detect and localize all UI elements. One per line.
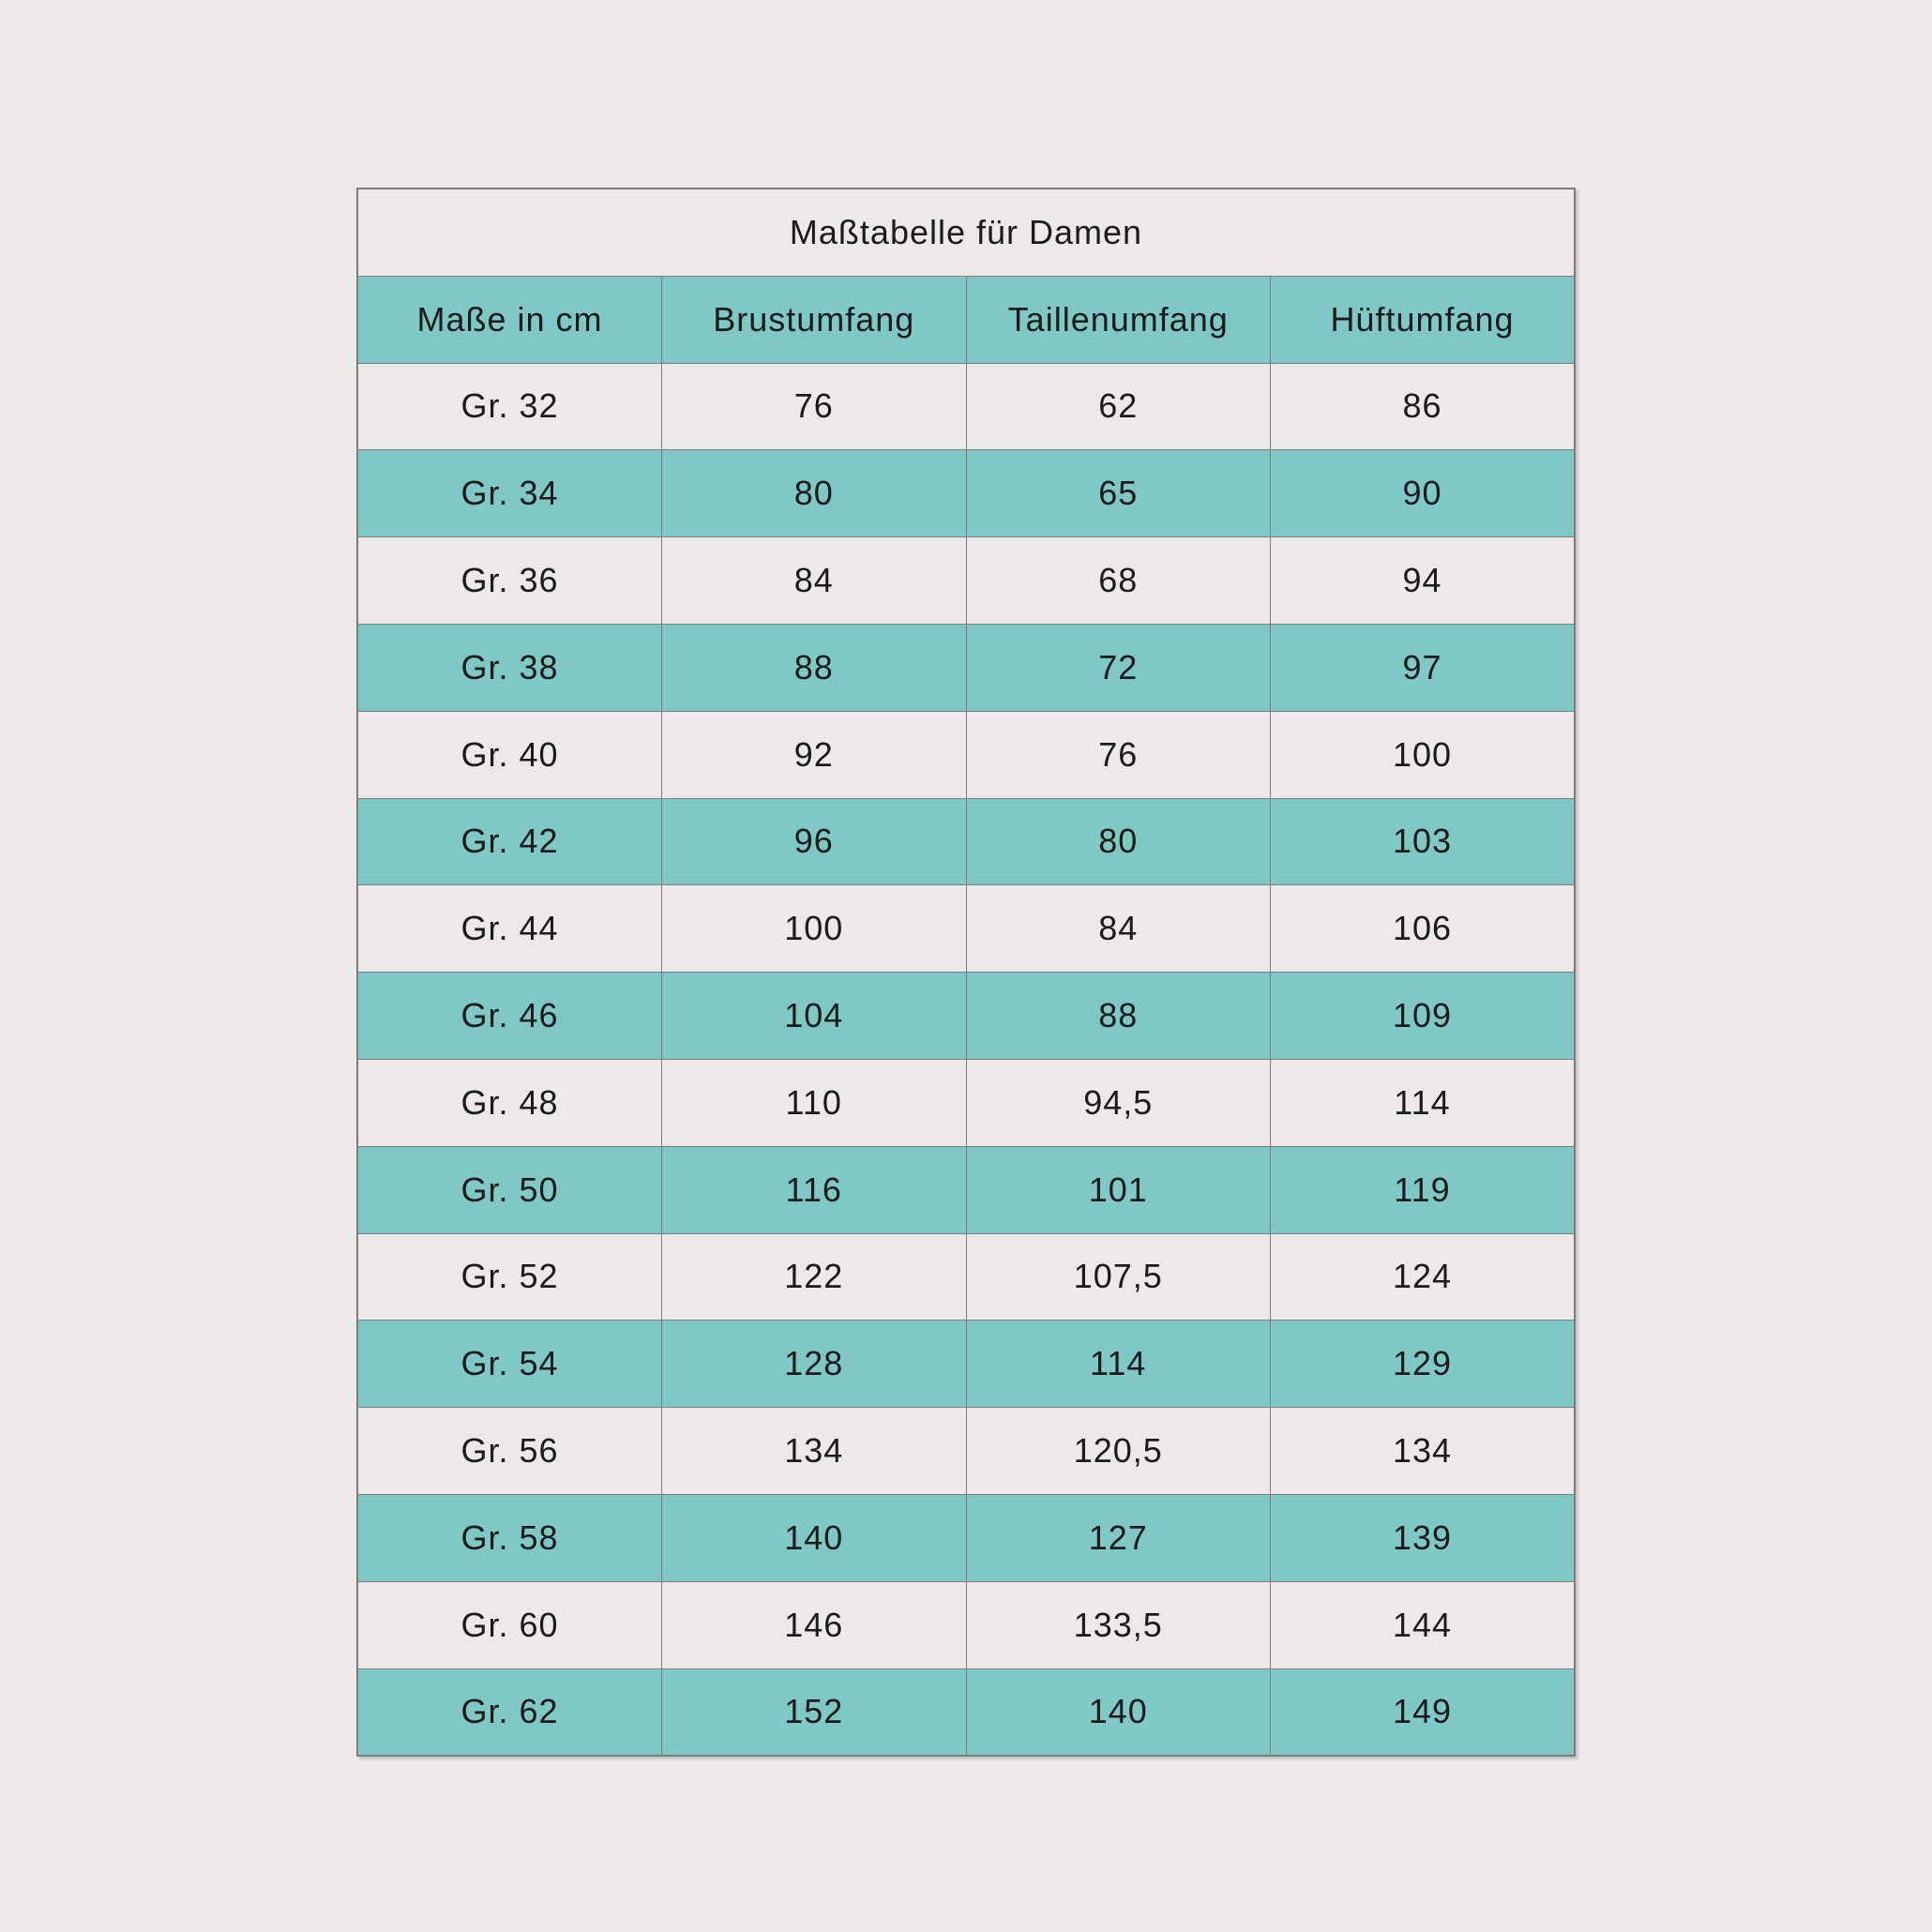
table-row bbox=[357, 1233, 1575, 1321]
bust-cell: 128 bbox=[662, 1321, 967, 1408]
table-row bbox=[357, 1408, 1575, 1495]
hip-cell: 86 bbox=[1271, 363, 1576, 450]
hip-cell: 149 bbox=[1271, 1668, 1576, 1756]
header-row bbox=[357, 276, 1575, 363]
hip-header: Hüftumfang bbox=[1271, 276, 1576, 363]
size-cell: Gr. 40 bbox=[357, 711, 662, 798]
bust-cell: 76 bbox=[662, 363, 967, 450]
table-row bbox=[357, 1059, 1575, 1146]
table-row bbox=[357, 624, 1575, 711]
table-row bbox=[357, 1146, 1575, 1233]
bust-cell: 116 bbox=[662, 1146, 967, 1233]
size-cell: Gr. 32 bbox=[357, 363, 662, 450]
bust-cell: 146 bbox=[662, 1581, 967, 1668]
size-cell: Gr. 56 bbox=[357, 1408, 662, 1495]
size-cell: Gr. 36 bbox=[357, 537, 662, 625]
table-row bbox=[357, 973, 1575, 1060]
waist-cell: 65 bbox=[966, 450, 1271, 537]
waist-cell: 80 bbox=[966, 798, 1271, 885]
waist-cell: 72 bbox=[966, 624, 1271, 711]
size-header: Maße in cm bbox=[357, 276, 662, 363]
size-cell: Gr. 46 bbox=[357, 973, 662, 1060]
hip-cell: 103 bbox=[1271, 798, 1576, 885]
waist-cell: 114 bbox=[966, 1321, 1271, 1408]
hip-cell: 139 bbox=[1271, 1494, 1576, 1581]
waist-cell: 76 bbox=[966, 711, 1271, 798]
table-row bbox=[357, 1668, 1575, 1756]
hip-cell: 129 bbox=[1271, 1321, 1576, 1408]
waist-cell: 140 bbox=[966, 1668, 1271, 1756]
hip-cell: 119 bbox=[1271, 1146, 1576, 1233]
bust-cell: 92 bbox=[662, 711, 967, 798]
hip-cell: 134 bbox=[1271, 1408, 1576, 1495]
size-cell: Gr. 60 bbox=[357, 1581, 662, 1668]
table-row bbox=[357, 450, 1575, 537]
table-row bbox=[357, 363, 1575, 450]
hip-cell: 94 bbox=[1271, 537, 1576, 625]
bust-cell: 88 bbox=[662, 624, 967, 711]
bust-cell: 110 bbox=[662, 1059, 967, 1146]
bust-cell: 104 bbox=[662, 973, 967, 1060]
waist-cell: 107,5 bbox=[966, 1233, 1271, 1321]
bust-cell: 100 bbox=[662, 885, 967, 973]
size-cell: Gr. 34 bbox=[357, 450, 662, 537]
title-row bbox=[357, 189, 1575, 276]
size-cell: Gr. 50 bbox=[357, 1146, 662, 1233]
bust-cell: 140 bbox=[662, 1494, 967, 1581]
waist-cell: 133,5 bbox=[966, 1581, 1271, 1668]
waist-header: Taillenumfang bbox=[966, 276, 1271, 363]
table-row bbox=[357, 1581, 1575, 1668]
hip-cell: 124 bbox=[1271, 1233, 1576, 1321]
table-row bbox=[357, 798, 1575, 885]
hip-cell: 106 bbox=[1271, 885, 1576, 973]
table-row bbox=[357, 537, 1575, 625]
size-cell: Gr. 54 bbox=[357, 1321, 662, 1408]
size-cell: Gr. 48 bbox=[357, 1059, 662, 1146]
size-cell: Gr. 58 bbox=[357, 1494, 662, 1581]
bust-cell: 96 bbox=[662, 798, 967, 885]
hip-cell: 100 bbox=[1271, 711, 1576, 798]
bust-header: Brustumfang bbox=[662, 276, 967, 363]
hip-cell: 144 bbox=[1271, 1581, 1576, 1668]
table-row bbox=[357, 1321, 1575, 1408]
bust-cell: 134 bbox=[662, 1408, 967, 1495]
size-chart-table bbox=[356, 188, 1576, 1757]
table-row bbox=[357, 1494, 1575, 1581]
waist-cell: 62 bbox=[966, 363, 1271, 450]
table-row bbox=[357, 885, 1575, 973]
waist-cell: 88 bbox=[966, 973, 1271, 1060]
bust-cell: 84 bbox=[662, 537, 967, 625]
waist-cell: 94,5 bbox=[966, 1059, 1271, 1146]
waist-cell: 68 bbox=[966, 537, 1271, 625]
size-cell: Gr. 38 bbox=[357, 624, 662, 711]
table-row bbox=[357, 711, 1575, 798]
size-cell: Gr. 52 bbox=[357, 1233, 662, 1321]
waist-cell: 127 bbox=[966, 1494, 1271, 1581]
hip-cell: 97 bbox=[1271, 624, 1576, 711]
hip-cell: 114 bbox=[1271, 1059, 1576, 1146]
size-cell: Gr. 44 bbox=[357, 885, 662, 973]
size-cell: Gr. 42 bbox=[357, 798, 662, 885]
waist-cell: 120,5 bbox=[966, 1408, 1271, 1495]
hip-cell: 90 bbox=[1271, 450, 1576, 537]
table-title: Maßtabelle für Damen bbox=[357, 189, 1575, 276]
bust-cell: 80 bbox=[662, 450, 967, 537]
waist-cell: 101 bbox=[966, 1146, 1271, 1233]
bust-cell: 122 bbox=[662, 1233, 967, 1321]
bust-cell: 152 bbox=[662, 1668, 967, 1756]
waist-cell: 84 bbox=[966, 885, 1271, 973]
size-cell: Gr. 62 bbox=[357, 1668, 662, 1756]
hip-cell: 109 bbox=[1271, 973, 1576, 1060]
